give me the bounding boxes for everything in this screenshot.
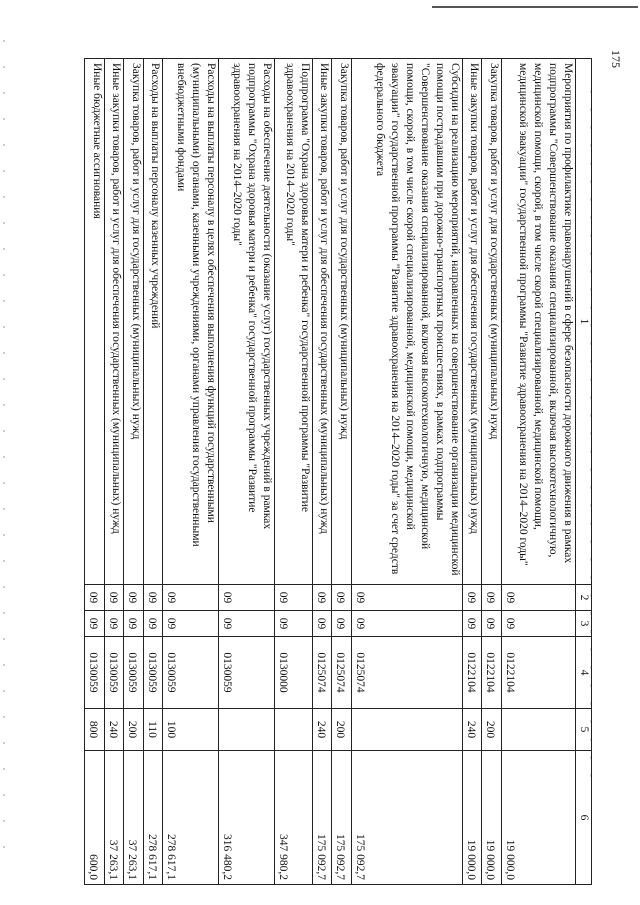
row-section-code: 09 [462, 585, 481, 611]
row-amount: 600,0 [85, 751, 105, 885]
row-subsection-code: 09 [104, 611, 123, 637]
row-name: Подпрограмма "Охрана здоровья матери и ребенка" государственной программы "Развитие здравоохранения на 2014–2020 годы" [275, 59, 313, 585]
header-col-2: 2 [576, 585, 592, 611]
row-section-code: 09 [351, 585, 462, 611]
row-expense-type-code: 100 [163, 709, 219, 751]
row-name: Мероприятия по профилактике правонарушений в сфере безопасности дорожного движения в рамках подпрограммы "Совершенствование оказания специализированной, включая высокотехнологичную, медицинской помощи, скорой, в том числе скорой специализированной, медицинской помощи, медицинской эвакуации" государственной программы "Развитие здравоохранения на 2014–2020 годы" [501, 59, 575, 585]
row-amount: 19 000,0 [482, 751, 501, 885]
row-amount: 37 263,1 [104, 751, 123, 885]
row-target-article-code: 0122104 [462, 637, 481, 709]
row-amount: 316 480,2 [219, 751, 275, 885]
row-expense-type-code [351, 709, 462, 751]
row-expense-type-code: 800 [85, 709, 105, 751]
row-amount: 19 000,0 [462, 751, 481, 885]
row-expense-type-code: 240 [462, 709, 481, 751]
row-target-article-code: 0125074 [351, 637, 462, 709]
row-subsection-code: 09 [462, 611, 481, 637]
rotated-table-frame [84, 58, 592, 884]
row-section-code: 09 [482, 585, 501, 611]
row-name: Иные бюджетные ассигнования [85, 59, 105, 585]
page-number: 175 [609, 50, 623, 68]
table-header-row [576, 59, 592, 885]
row-target-article-code: 0130059 [163, 637, 219, 709]
row-expense-type-code: 240 [312, 709, 331, 751]
table-row [501, 59, 575, 885]
row-section-code: 09 [163, 585, 219, 611]
row-target-article-code: 0125074 [332, 637, 351, 709]
row-expense-type-code [275, 709, 313, 751]
header-col-4: 4 [576, 637, 592, 709]
row-subsection-code: 09 [124, 611, 143, 637]
header-col-6: 6 [576, 751, 592, 885]
row-subsection-code: 09 [501, 611, 575, 637]
row-target-article-code: 0125074 [312, 637, 331, 709]
row-expense-type-code [501, 709, 575, 751]
row-subsection-code: 09 [312, 611, 331, 637]
table-body [85, 59, 576, 885]
row-name: Закупка товаров, работ и услуг для государственных (муниципальных) нужд [124, 59, 143, 585]
scan-margin-marks [3, 40, 5, 860]
rotated-table-content [84, 58, 592, 884]
row-amount: 347 980,2 [275, 751, 313, 885]
table-row [462, 59, 481, 885]
table-row [275, 59, 313, 885]
row-subsection-code: 09 [332, 611, 351, 637]
row-section-code: 09 [143, 585, 162, 611]
row-section-code: 09 [501, 585, 575, 611]
row-expense-type-code: 200 [124, 709, 143, 751]
top-rule [432, 6, 638, 8]
row-subsection-code: 09 [351, 611, 462, 637]
row-name: Субсидии на реализацию мероприятий, направленных на совершенствование организации медицинской помощи пострадавшим при дорожно-транспортных происшествиях, в рамках подпрограммы "Совершенствование оказания специализированной, включая высокотехнологичную, медицинской помощи, скорой, в том числе скорой специализированной, медицинской помощи, медицинской эвакуации" государственной программы "Развитие здравоохранения на 2014–2020 годы" за счет средств федерального бюджета [351, 59, 462, 585]
row-target-article-code: 0130059 [143, 637, 162, 709]
row-name: Расходы на выплаты персоналу казенных учреждений [143, 59, 162, 585]
row-target-article-code: 0122104 [501, 637, 575, 709]
row-expense-type-code: 240 [104, 709, 123, 751]
row-amount: 19 000,0 [501, 751, 575, 885]
row-expense-type-code: 200 [332, 709, 351, 751]
row-section-code: 09 [312, 585, 331, 611]
row-name: Расходы на обеспечение деятельности (оказание услуг) государственных учреждений в рамках подпрограммы "Охрана здоровья матери и ребенка" государственной программы "Развитие здравоохранения на 2014–2020 годы" [219, 59, 275, 585]
row-subsection-code: 09 [482, 611, 501, 637]
row-name: Расходы на выплаты персоналу в целях обеспечения выполнения функций государственными (муниципальными) органами, казенными учреждениями, органами управления государственными внебюджетными фондами [163, 59, 219, 585]
row-subsection-code: 09 [143, 611, 162, 637]
row-subsection-code: 09 [275, 611, 313, 637]
row-amount: 175 092,7 [351, 751, 462, 885]
table-row [85, 59, 105, 885]
row-name: Закупка товаров, работ и услуг для государственных (муниципальных) нужд [332, 59, 351, 585]
row-target-article-code: 0130059 [85, 637, 105, 709]
row-amount: 278 617,1 [163, 751, 219, 885]
row-expense-type-code: 200 [482, 709, 501, 751]
row-amount: 175 092,7 [312, 751, 331, 885]
table-row [332, 59, 351, 885]
header-col-5: 5 [576, 709, 592, 751]
row-target-article-code: 0122104 [482, 637, 501, 709]
row-name: Иные закупки товаров, работ и услуг для обеспечения государственных (муниципальных) нужд [462, 59, 481, 585]
row-name: Иные закупки товаров, работ и услуг для обеспечения государственных (муниципальных) нужд [312, 59, 331, 585]
row-amount: 278 617,1 [143, 751, 162, 885]
row-name: Закупка товаров, работ и услуг для государственных (муниципальных) нужд [482, 59, 501, 585]
row-expense-type-code [219, 709, 275, 751]
table-row [351, 59, 462, 885]
row-section-code: 09 [219, 585, 275, 611]
row-expense-type-code: 110 [143, 709, 162, 751]
header-col-3: 3 [576, 611, 592, 637]
row-section-code: 09 [104, 585, 123, 611]
row-target-article-code: 0130000 [275, 637, 313, 709]
row-subsection-code: 09 [163, 611, 219, 637]
row-target-article-code: 0130059 [104, 637, 123, 709]
row-name: Иные закупки товаров, работ и услуг для обеспечения государственных (муниципальных) нужд [104, 59, 123, 585]
row-amount: 37 263,1 [124, 751, 143, 885]
table-row [143, 59, 162, 885]
row-amount: 175 092,7 [332, 751, 351, 885]
table-row [482, 59, 501, 885]
row-subsection-code: 09 [219, 611, 275, 637]
row-target-article-code: 0130059 [219, 637, 275, 709]
table-row [163, 59, 219, 885]
budget-table [84, 58, 592, 885]
row-target-article-code: 0130059 [124, 637, 143, 709]
table-row [219, 59, 275, 885]
table-row [104, 59, 123, 885]
header-col-1: 1 [576, 59, 592, 585]
table-row [312, 59, 331, 885]
row-section-code: 09 [124, 585, 143, 611]
row-section-code: 09 [332, 585, 351, 611]
row-section-code: 09 [275, 585, 313, 611]
row-subsection-code: 09 [85, 611, 105, 637]
row-section-code: 09 [85, 585, 105, 611]
table-row [124, 59, 143, 885]
